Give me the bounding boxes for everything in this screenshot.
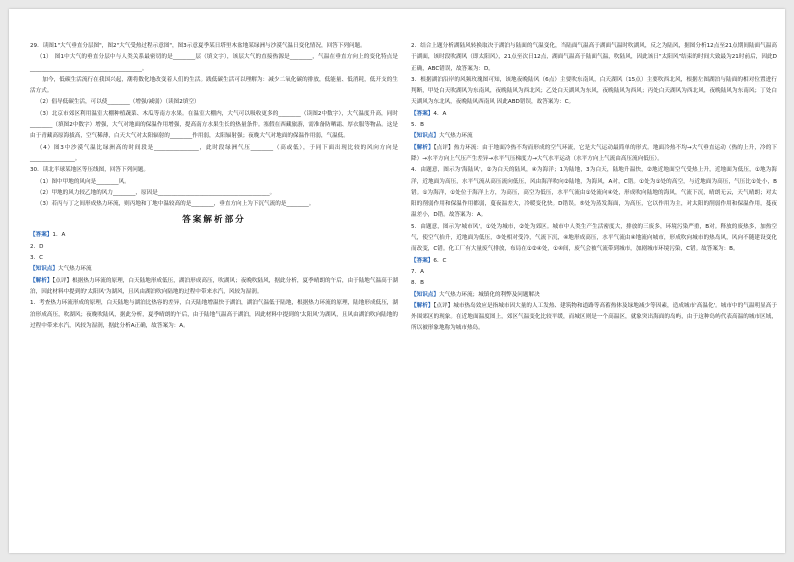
answer-tag: 【答案】 xyxy=(30,232,53,239)
analysis-item-5: 5．由题意，图示为'城市风'，①处为城市，②处为郊区。城市中人类生产生活密度大，排放的三废多，环境污染严重，B对。释放的废热多，加热空气，使空气抬升，近地面为低压，③处相对受冷，气流下沉，④地形成高压，水平气流由④地流向城市，形成吹向城市的热岛风，风向不随建设变化而改变，C错。化工厂有大量废气排放，布局在①②④处，①④间，废气会被气流带到城市，加剧城市环境污染，C错。故答案为：B。 xyxy=(411,223,777,253)
knowledge-point: 【知识点】大气热力环流 xyxy=(411,133,473,140)
question-29-part-3: （3）北京市郊区利用温室大棚种植蔬菜、木瓜等南方水果。在温室大棚内，大气可以吸收更多的________（读图2中数字），大气温度升高，同时________（填图2中数字）增强，大气对地面的保温作用增强，提高南方水果生长的热量条件。塞假在西藏旅游，需准备防晒霜、厚衣服等物品。这是由于青藏高原海拔高，空气稀薄，白天大气对太阳辐射的________作用弱，太阳辐射强；夜晚大气对地面的保温作用弱，气温低。 xyxy=(30,110,398,140)
analysis: 【解析】【点评】根据热力环流的原理，白天陆地形成低压，湖泊形成高压，吹湖风；夜晚吹陆风，据此分析，夏季晴朗的午后，由于陆地气温高于湖泊，因此材料中提到的'太阳风'为湖风，且风由湖泊吹向陆地的过程中带来水汽，风较为湿润。 xyxy=(30,277,398,295)
question-30-part-1: （1）图中甲地的风向是________风。 xyxy=(36,178,130,185)
answer-7: 7．A xyxy=(411,268,424,275)
analysis-tag: 【解析】 xyxy=(411,302,434,309)
analysis-item-3: 3．根据湖泊沿岸的风频玫瑰图可知，该地夜晚陆风（6点）主要吹东南风，白天湖风（15点）主要吹西北风，根据左图湖泊与陆面的相对位置进行判断，甲处白天吹湖风为东南风，夜晚陆风为西北风；乙处白天湖风为东风，夜晚陆风为西风；丙处白天湖风为西北风，夜晚陆风为东南风；丁处白天湖风为东北风，夜晚陆风西南风 因此ABD错误，故答案为：C。 xyxy=(411,76,777,106)
knowledge-tag: 【知识点】 xyxy=(411,133,439,140)
answer-1: 【答案】1．A xyxy=(30,232,66,239)
answer-3: 3．C xyxy=(30,255,44,262)
answer-tag: 【答案】 xyxy=(411,257,434,264)
knowledge-tag: 【知识点】 xyxy=(30,266,58,273)
analysis: 【解析】【点评】城市热岛效应是指城市因大量的人工发热、建筑物和道路等高蓄热体及绿地减少等因素，造成城市'高温化'。城市中的气温明显高于外围郊区的现象。在近地面温度图上，郊区气温变化比较平缓，而城区则是一个高温区，就象突出海面的岛屿，由于这种岛屿代表高温的城市区域，所以被形象地称为城市热岛。 xyxy=(411,302,777,332)
analysis: 【解析】【点评】热力环流：由于地面冷热不均而形成的空气环流，它是大气运动最简单的形式。地面冷热不均→大气垂直运动（热的上升，冷的下降）→水平方向上气压产生差异→水平气压梯度力→大气水平运动（水平方向上气流由高压流向低压）。 xyxy=(411,144,777,162)
knowledge-tag: 【知识点】 xyxy=(411,291,439,298)
knowledge-point: 【知识点】大气热力环流 xyxy=(30,266,92,273)
answer-section-title: 答案解析部分 xyxy=(182,215,246,226)
answer-6: 【答案】6．C xyxy=(411,257,447,264)
analysis-item-4: 4．由题意，图示为'海陆风'，②为白天的陆风，④为海洋；1为陆地，3为白天，陆地升温快，②地近地面空气受热上升，近地面为低压，①地为海洋，近地面为高压，水平气流从高压流向低压，风由海洋吹向②陆地，为海风，A对，C错。①处为①处的高空，与近地面为高压，气压比①处小，B错。①为海洋，①处位于海洋上方，为高压，高空为低压，水平气流由①处流向④处，形成吹向陆地的海风，气流下沉，晴朗无云，天气晴朗；对太阳的削弱作用和保温作用都弱，蔓夜温差大，冷暖变化快。D错误。⑤处为蒸发海面，为高压，它以作用为主，对太阳的削弱作用和保温作用，蔓夜温差小，D错。故答案为：A。 xyxy=(411,167,777,219)
question-29-part-2: （2）倡导低碳生活，可以使________（增强/减弱）（读图2填空） xyxy=(36,99,200,106)
question-30-part-2: （2）甲地的风力较乙地的风力________，原因是________________________________________。 xyxy=(36,189,276,196)
answer-5: 5．B xyxy=(411,122,424,129)
knowledge-point: 【知识点】大气热力环流；城镇化的利弊及问题解决 xyxy=(411,291,540,298)
answer-tag: 【答案】 xyxy=(411,110,434,117)
question-30-part-3: （3）若丙与丁之间形成热力环流，则丙地和丁地中温较高的是________，垂直方向上为下沉气流的是________。 xyxy=(36,201,315,208)
analysis-tag: 【解析】 xyxy=(411,144,434,151)
document-page xyxy=(9,9,785,553)
question-30-stem: 30．读北半球某地区等压线图，回答下列问题。 xyxy=(30,167,149,174)
answer-4: 【答案】4．A xyxy=(411,110,447,117)
analysis-item-2: 2．结合上题分析湖陆风转换取决于湖泊与陆面的气温变化，当陆面气温高于湖面气温时吹湖风，反之为陆风，据图分析12点至21点期间陆面气温高于湖面，该时段吹湖风（即太阳风），21点至次日12点，湖面气温高于陆面气温，吹陆风，因此该日"太阳风"结束的时间大致最为21时前后，因此D正确，ABC错误，故答案为：D。 xyxy=(411,43,777,72)
analysis-tag: 【解析】 xyxy=(30,277,53,284)
answer-8: 8．B xyxy=(411,280,424,287)
question-29-part-1: （1） 图1中大气的垂直分层中与人类关系最密切的是________层（填文字），该层大气的直接热源是________，气温在垂直方向上的变化特点是________________________________________。 xyxy=(30,54,398,72)
answer-2: 2．D xyxy=(30,243,44,250)
question-29-stem: 29．读图1"大气垂直分层图"，图2"大气受热过程示意图"，图3示意夏季某日塔里木盆地某绿洲与沙漠气温日变化情况，回答下列问题。 xyxy=(30,43,366,49)
analysis-item-1: 1．考查热力环流形成的原理，白天陆地与湖泊比热容的差异，白天陆地增温快于湖泊，湖泊气温低于陆地，根据热力环流的原理，陆地形成低压，湖泊形成高压，吹湖风；夜晚吹陆风，据此分析，夏季晴朗的午后，由于陆地气温高于湖泊，因此材料中提到的'太阳风'为湖风，且风由湖泊吹向陆地的过程中带来水汽，风较为湿润，据此分析A正确，故答案为：A。 xyxy=(30,300,398,329)
question-29-part-4: （4）图3中沙漠气温比绿洲高的时间段是________________，此时段绿洲气压________（高或低），于同下面出现比较的风向方向是________________。 xyxy=(30,144,398,162)
right-column xyxy=(411,41,777,335)
low-carbon-intro: 加今，低碳生活流行在我国兴起，潮将数化地改变着人们的生活。践低碳生活可以理解为：减少二氧化碳的排放，低能量、低消耗，低开支的生活方式。 xyxy=(30,76,398,95)
left-column xyxy=(30,41,398,332)
